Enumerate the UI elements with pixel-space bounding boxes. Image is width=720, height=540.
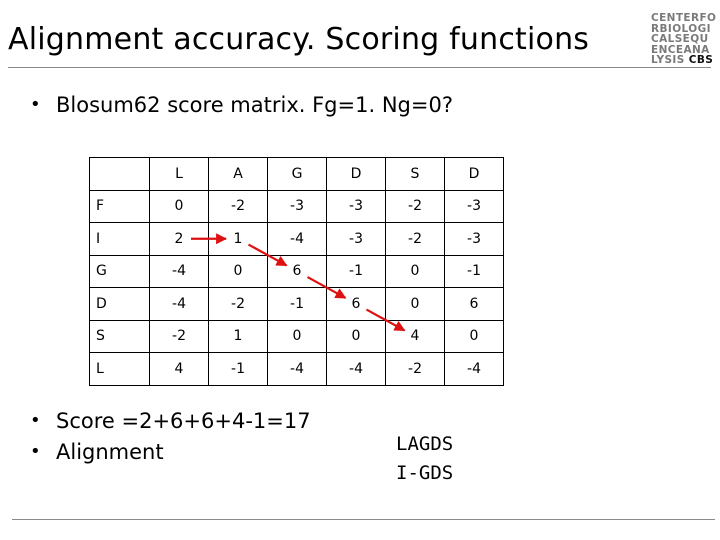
alignment-seq1: LAGDS (396, 433, 454, 455)
matrix-cell: -3 (445, 223, 504, 256)
row-header: D (90, 288, 150, 321)
logo-line-text: LYSIS (651, 54, 685, 66)
matrix-cell: -1 (209, 353, 268, 386)
column-header: D (327, 158, 386, 191)
alignment-arrow (249, 245, 287, 266)
footer-divider (12, 519, 715, 520)
matrix-cell: -4 (445, 353, 504, 386)
matrix-cell: -2 (386, 190, 445, 223)
matrix-cell: -4 (150, 288, 209, 321)
matrix-cell: 0 (268, 320, 327, 353)
matrix-cell: -1 (445, 255, 504, 288)
row-header: I (90, 223, 150, 256)
bullet-text: Score =2+6+6+4-1=17 (56, 409, 311, 433)
column-header: A (209, 158, 268, 191)
matrix-cell: -1 (268, 288, 327, 321)
matrix-cell: -3 (445, 190, 504, 223)
slide-title: Alignment accuracy. Scoring functions (8, 22, 590, 57)
matrix-cell: 1 (209, 320, 268, 353)
logo-line: ENCEANA (651, 43, 710, 56)
alignment-result (396, 430, 453, 488)
bullet-score (30, 409, 311, 433)
matrix-cell: 6 (327, 288, 386, 321)
column-header: L (150, 158, 209, 191)
matrix-cell: -2 (150, 320, 209, 353)
matrix-cell: -4 (268, 353, 327, 386)
matrix-cell: -2 (209, 288, 268, 321)
column-header: S (386, 158, 445, 191)
matrix-cell: 0 (209, 255, 268, 288)
bullet-text: Blosum62 score matrix. Fg=1. Ng=0? (56, 93, 453, 117)
bullet-dot: • (30, 441, 41, 462)
matrix-cell: -2 (209, 190, 268, 223)
matrix-cell: 6 (445, 288, 504, 321)
row-header: S (90, 320, 150, 353)
matrix-cell: 1 (209, 223, 268, 256)
matrix-cell: 2 (150, 223, 209, 256)
logo-line: RBIOLOGI (651, 22, 711, 35)
matrix-cell: -2 (386, 223, 445, 256)
bullet-text: Alignment (56, 440, 164, 464)
matrix-cell: -4 (268, 223, 327, 256)
matrix-cell: 4 (150, 353, 209, 386)
matrix-cell: -3 (268, 190, 327, 223)
column-header: G (268, 158, 327, 191)
matrix-cell: 6 (268, 255, 327, 288)
matrix-cell: -3 (327, 223, 386, 256)
logo-line: CENTERFO (651, 12, 717, 24)
matrix-cell: 4 (386, 320, 445, 353)
matrix-cell: -4 (150, 255, 209, 288)
row-header: F (90, 190, 150, 223)
matrix-cell: -1 (327, 255, 386, 288)
alignment-arrow (308, 277, 346, 298)
alignment-seq2: I-GDS (396, 462, 454, 484)
matrix-cell: -2 (386, 353, 445, 386)
bullet-alignment (30, 440, 164, 464)
bullet-dot: • (30, 94, 41, 115)
column-header: D (445, 158, 504, 191)
row-header: L (90, 353, 150, 386)
matrix-cell: 0 (150, 190, 209, 223)
logo-brand: CBS (688, 54, 714, 66)
matrix-cell: 0 (386, 288, 445, 321)
matrix-cell: -4 (327, 353, 386, 386)
bullet-dot: • (30, 410, 41, 431)
matrix-cell: 0 (327, 320, 386, 353)
row-header: G (90, 255, 150, 288)
matrix-cell: -3 (327, 190, 386, 223)
matrix-cell: 0 (445, 320, 504, 353)
logo-line: CALSEQU (651, 33, 709, 45)
matrix-cell: 0 (386, 255, 445, 288)
alignment-arrow (367, 310, 405, 331)
